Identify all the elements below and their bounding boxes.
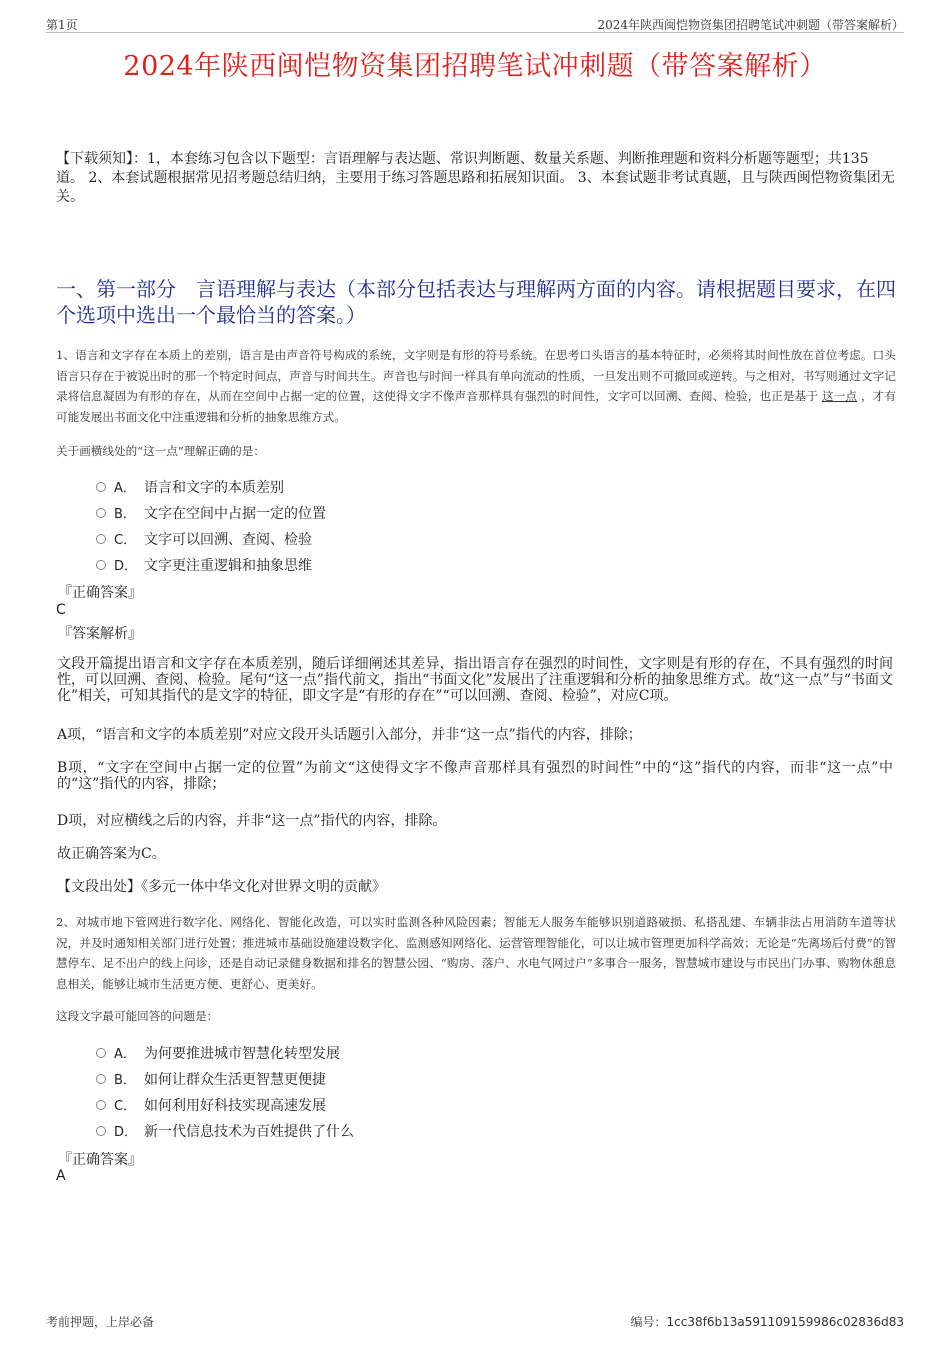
q2-answer-label: 『正确答案』: [58, 1152, 142, 1168]
page-number: 第1页: [46, 18, 78, 32]
footer-code: 编号：1cc38f6b13a591109159986c02836d83: [630, 1315, 904, 1329]
q1-passage-start: 1、语言和文字存在本质上的差别，语言是由声音符号构成的系统，文字则是有形的符号系统。在思考口头语言的基本特征时，必须将其时间性放在首位考虑。口头语言只存在于被说出时的那一个特定时间点，声音与时间共生。声音也与时间一样具有单向流动的性质，一旦发出则不可撤回或逆转。与之相对，书写则通过文字记录将信息凝固为有形的存在，从而在空间中占据一定的位置，这使得文字不像声音那样具有强烈的时间性，文字可以回溯、查阅、检验，也正是基于: [56, 348, 896, 403]
q1-source: 【文段出处】《多元一体中华文化对世界文明的贡献》: [57, 879, 386, 895]
radio-icon[interactable]: [96, 1126, 106, 1136]
q1-option-a[interactable]: A． 语言和文字的本质差别: [96, 477, 284, 497]
q1-analysis-para: A项，“语言和文字的本质差别”对应文段开头话题引入部分，并非“这一点”指代的内容，排除；: [57, 727, 642, 743]
radio-icon[interactable]: [96, 1048, 106, 1058]
page-header: [46, 14, 904, 33]
q2-answer: A: [56, 1168, 66, 1184]
q1-analysis-para: D项，对应横线之后的内容，并非“这一点”指代的内容，排除。: [57, 813, 447, 829]
q1-analysis-label: 『答案解析』: [58, 626, 142, 642]
q1-option-c[interactable]: C． 文字可以回溯、查阅、检验: [96, 529, 312, 549]
radio-icon[interactable]: [96, 508, 106, 518]
radio-icon[interactable]: [96, 482, 106, 492]
radio-icon[interactable]: [96, 560, 106, 570]
q2-option-a[interactable]: A． 为何要推进城市智慧化转型发展: [96, 1043, 340, 1063]
section-heading: 一、第一部分 言语理解与表达（本部分包括表达与理解两方面的内容。请根据题目要求，在四个选项中选出一个最恰当的答案。）: [56, 277, 896, 327]
footer-slogan: 考前押题，上岸必备: [46, 1315, 155, 1329]
q1-answer-label: 『正确答案』: [58, 585, 142, 601]
q1-option-b[interactable]: B． 文字在空间中占据一定的位置: [96, 503, 326, 523]
q1-underlined-phrase: 这一点: [821, 389, 858, 403]
question-2-prompt: 这段文字最可能回答的问题是：: [56, 1009, 219, 1023]
radio-icon[interactable]: [96, 1074, 106, 1084]
question-1-passage: [56, 345, 896, 427]
radio-icon[interactable]: [96, 534, 106, 544]
q1-analysis-para: 故正确答案为C。: [57, 846, 166, 862]
q1-analysis-para: B项，“文字在空间中占据一定的位置”为前文“这使得文字不像声音那样具有强烈的时间性”中的“这”指代的内容，而非“这一点”中的“这”指代的内容，排除；: [57, 760, 893, 792]
q2-option-c[interactable]: C． 如何利用好科技实现高速发展: [96, 1095, 326, 1115]
header-doc-title: 2024年陕西闽恺物资集团招聘笔试冲刺题（带答案解析）: [597, 18, 904, 32]
document-title: 2024年陕西闽恺物资集团招聘笔试冲刺题（带答案解析）: [123, 51, 827, 82]
question-2-passage: 2、对城市地下管网进行数字化、网络化、智能化改造，可以实时监测各种风险因素；智能无人服务车能够识别道路破损、私搭乱建、车辆非法占用消防车道等状况，并及时通知相关部门进行处置；推进城市基础设施建设数字化、监测感知网络化、运营管理智能化，可以让城市管理更加科学高效；无论是“先离场后付费”的智慧停车、足不出户的线上问诊，还是自动记录健身数据和排名的智慧公园、“购房、落户、水电气网过户”多事合一服务，智慧城市建设与市民出门办事、购物休憩息息相关，能够让城市生活更方便、更舒心、更美好。: [56, 915, 896, 991]
question-1-prompt: 关于画横线处的“这一点”理解正确的是：: [56, 444, 265, 458]
q2-option-b[interactable]: B． 如何让群众生活更智慧更便捷: [96, 1069, 326, 1089]
q1-option-d[interactable]: D． 文字更注重逻辑和抽象思维: [96, 555, 312, 575]
q1-answer: C: [56, 602, 66, 618]
q2-option-d[interactable]: D． 新一代信息技术为百姓提供了什么: [96, 1121, 354, 1141]
q1-analysis-para: 文段开篇提出语言和文字存在本质差别，随后详细阐述其差异，指出语言存在强烈的时间性，文字则是有形的存在，不具有强烈的时间性，可以回溯、查阅、检验。尾句“这一点”指代前文，指出“书面文化”发展出了注重逻辑和分析的抽象思维方式。故“这一点”与“书面文化”相关，可知其指代的是文字的特征，即文字是“有形的存在”“可以回溯、查阅、检验”，对应C项。: [57, 656, 893, 704]
download-notice: 【下载须知】：1，本套练习包含以下题型：言语理解与表达题、常识判断题、数量关系题、判断推理题和资料分析题等题型；共135道。 2、本套试题根据常见招考题总结归纳，主要用于练习答题思路和拓展知识面。 3、本套试题非考试真题，且与陕西闽恺物资集团无关。: [56, 151, 895, 205]
q1-passage-end: ，才有可能发展出书面文化中注重逻辑和分析的抽象思维方式。: [56, 389, 896, 424]
radio-icon[interactable]: [96, 1100, 106, 1110]
